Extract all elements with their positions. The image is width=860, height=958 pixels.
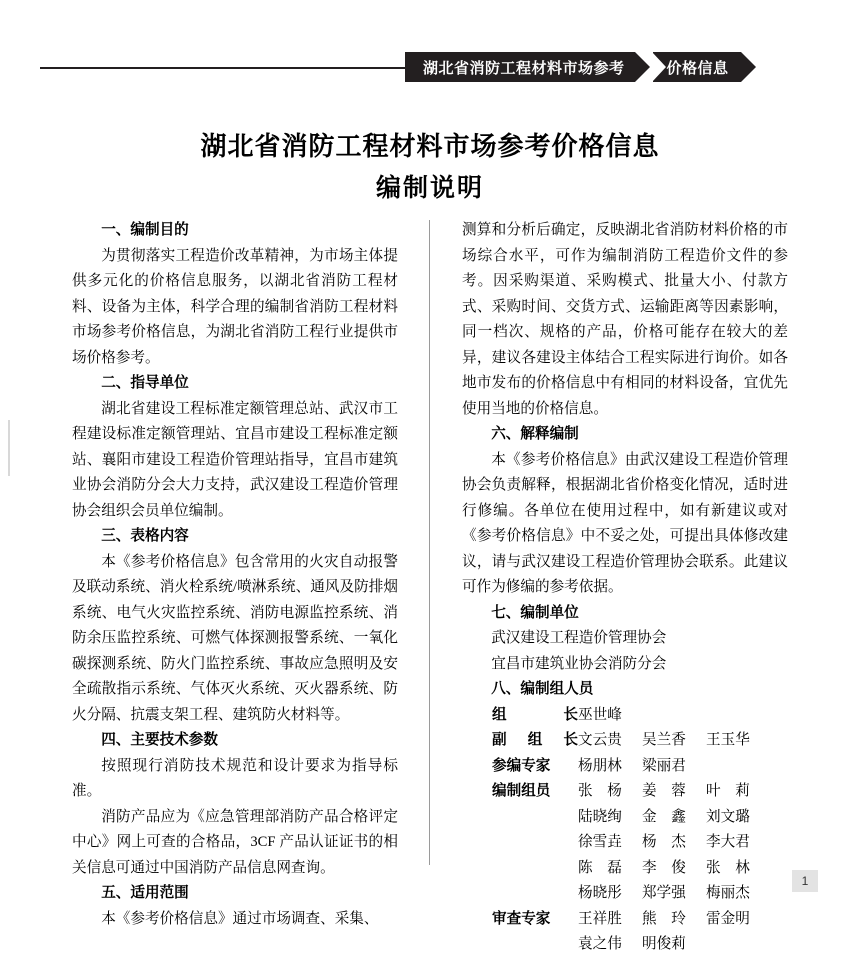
staff-name: 陆晓绚 xyxy=(578,808,622,825)
staff-role-label xyxy=(492,932,578,958)
staff-row xyxy=(462,856,788,882)
staff-role-label xyxy=(492,881,578,907)
section-heading-8: 八、编制组人员 xyxy=(491,681,594,697)
staff-name: 王祥胜 xyxy=(578,910,622,927)
banner-segment-secondary-label: 价格信息 xyxy=(666,59,729,77)
staff-name: 梁丽君 xyxy=(642,757,686,774)
staff-name: 梅丽杰 xyxy=(706,885,750,901)
staff-name: 巫世峰 xyxy=(578,706,622,723)
staff-name: 徐雪垚 xyxy=(578,834,622,850)
staff-name: 文云贵 xyxy=(578,732,622,748)
staff-row xyxy=(462,754,788,780)
content-columns xyxy=(72,218,788,952)
staff-names xyxy=(578,830,770,856)
section-heading-3: 三、表格内容 xyxy=(101,528,189,544)
page-title: 湖北省消防工程材料市场参考价格信息 xyxy=(200,132,660,161)
section-heading-6: 六、解释编制 xyxy=(491,426,579,442)
section-body-5: 本《参考价格信息》通过市场调查、采集、 xyxy=(101,910,379,927)
staff-name: 叶 莉 xyxy=(706,783,750,799)
staff-name: 陈 磊 xyxy=(578,859,622,876)
section-body-4a: 按照现行消防技术规范和设计要求为指导标准。 xyxy=(72,757,398,799)
banner-segment-secondary xyxy=(653,52,741,82)
left-column xyxy=(72,218,398,932)
staff-name: 杨晓彤 xyxy=(578,885,622,901)
staff-row xyxy=(462,779,788,805)
staff-row xyxy=(462,881,788,907)
staff-name: 姜 蓉 xyxy=(642,783,686,799)
staff-names xyxy=(578,754,706,780)
section-heading-2: 二、指导单位 xyxy=(101,375,189,391)
section-body-1: 为贯彻落实工程造价改革精神，为市场主体提供多元化的价格信息服务，以湖北省消防工程材料、设备为主体，科学合理的编制省消防工程材料市场参考价格信息，为湖北省消防工程行业提供市场价格参考。 xyxy=(72,247,398,366)
organization-1: 武汉建设工程造价管理协会 xyxy=(491,630,667,646)
staff-name: 杨朋林 xyxy=(578,757,622,774)
staff-name: 李 俊 xyxy=(642,859,686,876)
staff-row xyxy=(462,805,788,831)
section-body-4b: 消防产品应为《应急管理部消防产品合格评定中心》网上可查的合格品，3CF 产品认证证书的相关信息可通过中国消防产品信息网查询。 xyxy=(72,808,398,876)
staff-row xyxy=(462,728,788,754)
staff-row xyxy=(462,907,788,933)
staff-names xyxy=(578,856,770,882)
staff-role-label: 组 长 xyxy=(492,706,578,723)
staff-names xyxy=(578,779,770,805)
right-column xyxy=(462,218,788,958)
staff-role-label: 副 组 长 xyxy=(492,732,578,748)
staff-list xyxy=(462,703,788,958)
staff-name: 明俊莉 xyxy=(642,936,686,952)
banner-segment-primary xyxy=(405,52,635,82)
staff-name: 熊 玲 xyxy=(642,910,686,927)
staff-name: 杨 杰 xyxy=(642,834,686,850)
staff-name: 李大君 xyxy=(706,834,750,850)
staff-name: 刘文璐 xyxy=(706,808,750,825)
header-rule xyxy=(40,67,410,69)
section-body-6: 本《参考价格信息》由武汉建设工程造价管理协会负责解释，根据湖北省价格变化情况，适时进行修编。各单位在使用过程中，如有新建议或对《参考价格信息》中不妥之处，可提出具体修改建议，请与武汉建设工程造价管理协会联系。此建议可作为修编的参考依据。 xyxy=(462,451,788,595)
staff-names xyxy=(578,703,642,729)
staff-name: 金 鑫 xyxy=(642,808,686,825)
staff-role-label xyxy=(492,856,578,882)
staff-name: 张 林 xyxy=(706,859,750,876)
staff-name: 张 杨 xyxy=(578,783,622,799)
banner-segment-primary-label: 湖北省消防工程材料市场参考 xyxy=(423,59,625,77)
section-heading-7: 七、编制单位 xyxy=(491,604,579,621)
staff-names xyxy=(578,881,770,907)
margin-mark xyxy=(8,420,10,476)
staff-names xyxy=(578,932,706,958)
staff-name: 郑学强 xyxy=(642,885,686,901)
page-subtitle: 编制说明 xyxy=(375,175,484,202)
section-heading-5: 五、适用范围 xyxy=(101,885,189,901)
staff-name: 雷金明 xyxy=(706,910,750,927)
banner-notch-shape xyxy=(652,52,666,82)
staff-role-label: 编制组员 xyxy=(492,783,551,799)
staff-name: 吴兰香 xyxy=(642,732,686,748)
page-header xyxy=(0,52,860,86)
organization-2: 宜昌市建筑业协会消防分会 xyxy=(491,655,667,672)
staff-names xyxy=(578,728,770,754)
section-body-2: 湖北省建设工程标准定额管理总站、武汉市工程建设标准定额管理站、宜昌市建设工程标准定额站、襄阳市建设工程造价管理站指导，宜昌市建筑业协会消防分会大力支持，武汉建设工程造价管理协会组织会员单位编制。 xyxy=(72,400,398,519)
staff-row xyxy=(462,703,788,729)
staff-names xyxy=(578,907,770,933)
staff-role-label: 参编专家 xyxy=(492,757,551,774)
section-heading-1: 一、编制目的 xyxy=(101,222,189,238)
header-banner xyxy=(405,52,741,82)
section-body-3: 本《参考价格信息》包含常用的火灾自动报警及联动系统、消火栓系统/喷淋系统、通风及防排烟系统、电气火灾监控系统、消防电源监控系统、消防余压监控系统、可燃气体探测报警系统、一氧化碳探测系统、防火门监控系统、事故应急照明及安全疏散指示系统、气体灭火系统、灭火器系统、防火分隔、抗震支架工程、建筑防火材料等。 xyxy=(72,553,398,723)
section-heading-4: 四、主要技术参数 xyxy=(101,732,218,748)
staff-row xyxy=(462,830,788,856)
staff-row xyxy=(462,932,788,958)
page-number-badge: 1 xyxy=(792,870,818,892)
staff-role-label xyxy=(492,830,578,856)
section-body-5-cont: 测算和分析后确定，反映湖北省消防材料价格的市场综合水平，可作为编制消防工程造价文件的参考。因采购渠道、采购模式、批量大小、付款方式、采购时间、交货方式、运输距离等因素影响，同一档次、规格的产品，价格可能存在较大的差异，建议各建设主体结合工程实际进行询价。如各地市发布的价格信息中有相同的材料设备，宜优先使用当地的价格信息。 xyxy=(462,222,788,417)
staff-names xyxy=(578,805,770,831)
staff-role-label xyxy=(492,805,578,831)
staff-name: 袁之伟 xyxy=(578,936,622,952)
column-divider xyxy=(429,220,430,865)
staff-name: 王玉华 xyxy=(706,732,750,748)
staff-role-label: 审查专家 xyxy=(492,910,551,927)
